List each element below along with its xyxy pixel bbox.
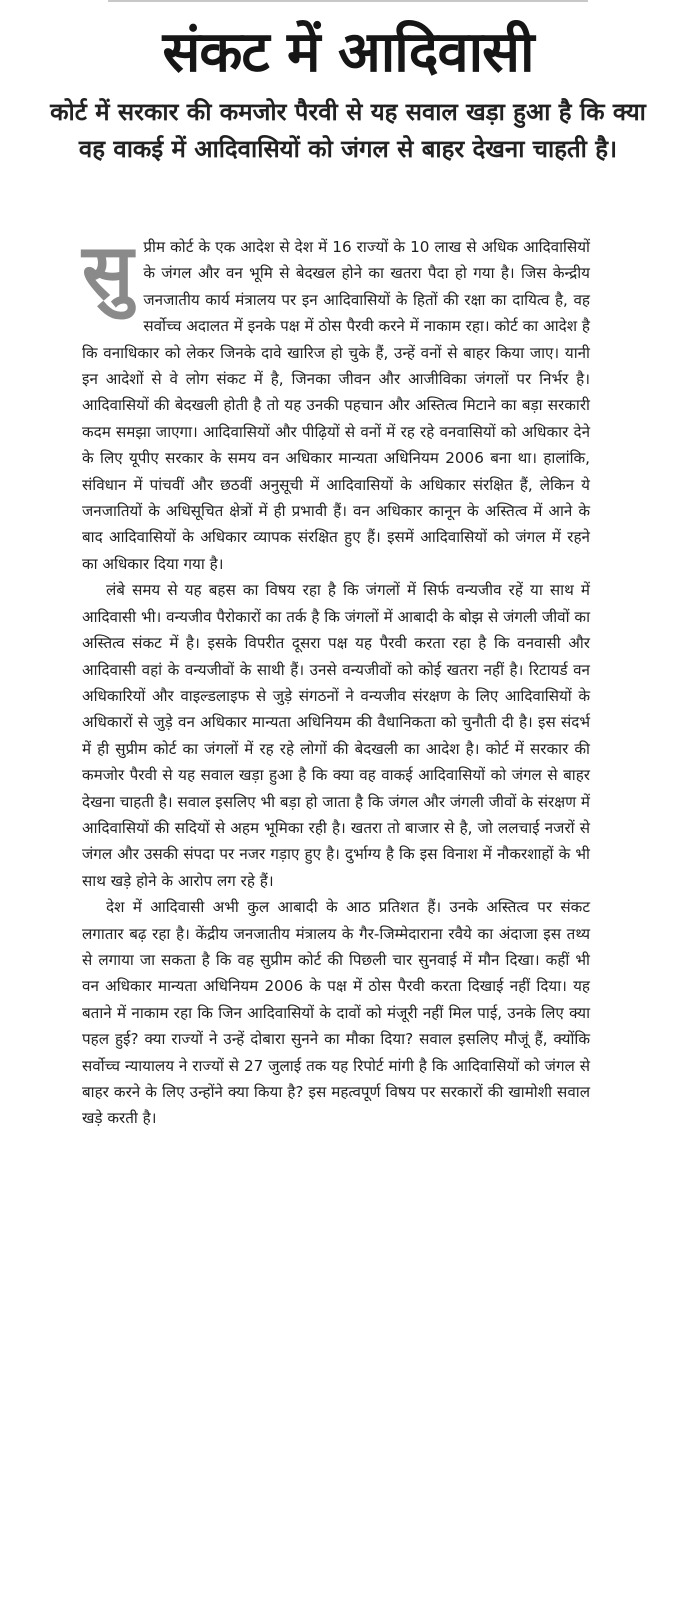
deck-subheading: कोर्ट में सरकार की कमजोर पैरवी से यह सवाल खड़ा हुआ है कि क्या वह वाकई में आदिवासियों को जंगल से बाहर देखना चाहती है। [50,98,646,163]
article-body [82,227,590,1132]
headline: संकट में आदिवासी [162,20,534,85]
article-paragraph-2: लंबे समय से यह बहस का विषय रहा है कि जंगलों में सिर्फ वन्यजीव रहें या साथ में आदिवासी भी। वन्यजीव पैरोकारों का तर्क है कि जंगलों में आबादी के बोझ से जंगली जीवों का अस्तित्व संकट में है। इसके विपरीत दूसरा पक्ष यह पैरवी करता रहा है कि वनवासी और आदिवासी वहां के वन्यजीवों के साथी हैं। उनसे वन्यजीवों को कोई खतरा नहीं है। रिटायर्ड वन अधिकारियों और वाइल्डलाइफ से जुड़े संगठनों ने वन्यजीव संरक्षण के लिए आदिवासियों के अधिकारों से जुड़े वन अधिकार मान्यता अधिनियम की वैधानिकता को चुनौती दी है। इस संदर्भ में ही सुप्रीम कोर्ट का जंगलों में रह रहे लोगों की बेदखली का आदेश है। कोर्ट में सरकार की कमजोर पैरवी से यह सवाल खड़ा हुआ है कि क्या वह वाकई आदिवासियों को जंगल से बाहर देखना चाहती है। सवाल इसलिए भी बड़ा हो जाता है कि जंगल और जंगली जीवों के संरक्षण में आदिवासियों की सदियों से अहम भूमिका रही है। खतरा तो बाजार से है, जो ललचाई नजरों से जंगल और उसकी संपदा पर नजर गड़ाए हुए है। दुर्भाग्य है कि इस विनाश में नौकरशाहों के भी साथ खड़े होने के आरोप लग रहे हैं। [82,581,590,890]
article-paragraph-3: देश में आदिवासी अभी कुल आबादी के आठ प्रतिशत हैं। उनके अस्तित्व पर संकट लगातार बढ़ रहा है। केंद्रीय जनजातीय मंत्रालय के गैर-जिम्मेदाराना रवैये का अंदाजा इस तथ्य से लगाया जा सकता है कि वह सुप्रीम कोर्ट की पिछली चार सुनवाई में मौन दिखा। कहीं भी वन अधिकार मान्यता अधिनियम 2006 के पक्ष में ठोस पैरवी करता दिखाई नहीं दिया। यह बताने में नाकाम रहा कि जिन आदिवासियों के दावों को मंजूरी नहीं मिल पाई, उनके लिए क्या पहल हुई? क्या राज्यों ने उन्हें दोबारा सुनने का मौका दिया? सवाल इसलिए मौजूं हैं, क्योंकि सर्वोच्च न्यायालय ने राज्यों से 27 जुलाई तक यह रिपोर्ट मांगी है कि आदिवासियों को जंगल से बाहर करने के लिए उन्होंने क्या किया है? इस महत्वपूर्ण विषय पर सरकारों की खामोशी सवाल खड़े करती है। [82,898,590,1128]
paragraph-1-text: प्रीम कोर्ट के एक आदेश से देश में 16 राज्यों के 10 लाख से अधिक आदिवासियों के जंगल और वन भूमि से बेदखल होने का खतरा पैदा हो गया है। जिस केन्द्रीय जनजातीय कार्य मंत्रालय पर इन आदिवासियों के हितों की रक्षा का दायित्व है, वह सर्वोच्च अदालत में इनके पक्ष में ठोस पैरवी करने में नाकाम रहा। कोर्ट का आदेश है कि वनाधिकार को लेकर जिनके दावे खारिज हो चुके हैं, उन्हें वनों से बाहर किया जाए। यानी इन आदेशों से वे लोग संकट में है, जिनका जीवन और आजीविका जंगलों पर निर्भर है। आदिवासियों की बेदखली होती है तो यह उनकी पहचान और अस्तित्व मिटाने का बड़ा सरकारी कदम समझा जाएगा। आदिवासियों और पीढ़ियों से वनों में रह रहे वनवासियों को अधिकार देने के लिए यूपीए सरकार के समय वन अधिकार मान्यता अधिनियम 2006 बना था। हालांकि, संविधान में पांचवीं और छठवीं अनुसूची में आदिवासियों के अधिकार संरक्षित हैं, लेकिन ये जनजातियों के अधिसूचित क्षेत्रों में ही प्रभावी हैं। वन अधिकार कानून के अस्तित्व में आने के बाद आदिवासियों के अधिकार व्यापक संरक्षित हुए हैं। इसमें आदिवासियों को जंगल में रहने का अधिकार दिया गया है। [82,238,590,573]
article-paragraph-1 [82,227,590,577]
drop-cap: सु [82,227,134,316]
top-divider [108,0,588,2]
